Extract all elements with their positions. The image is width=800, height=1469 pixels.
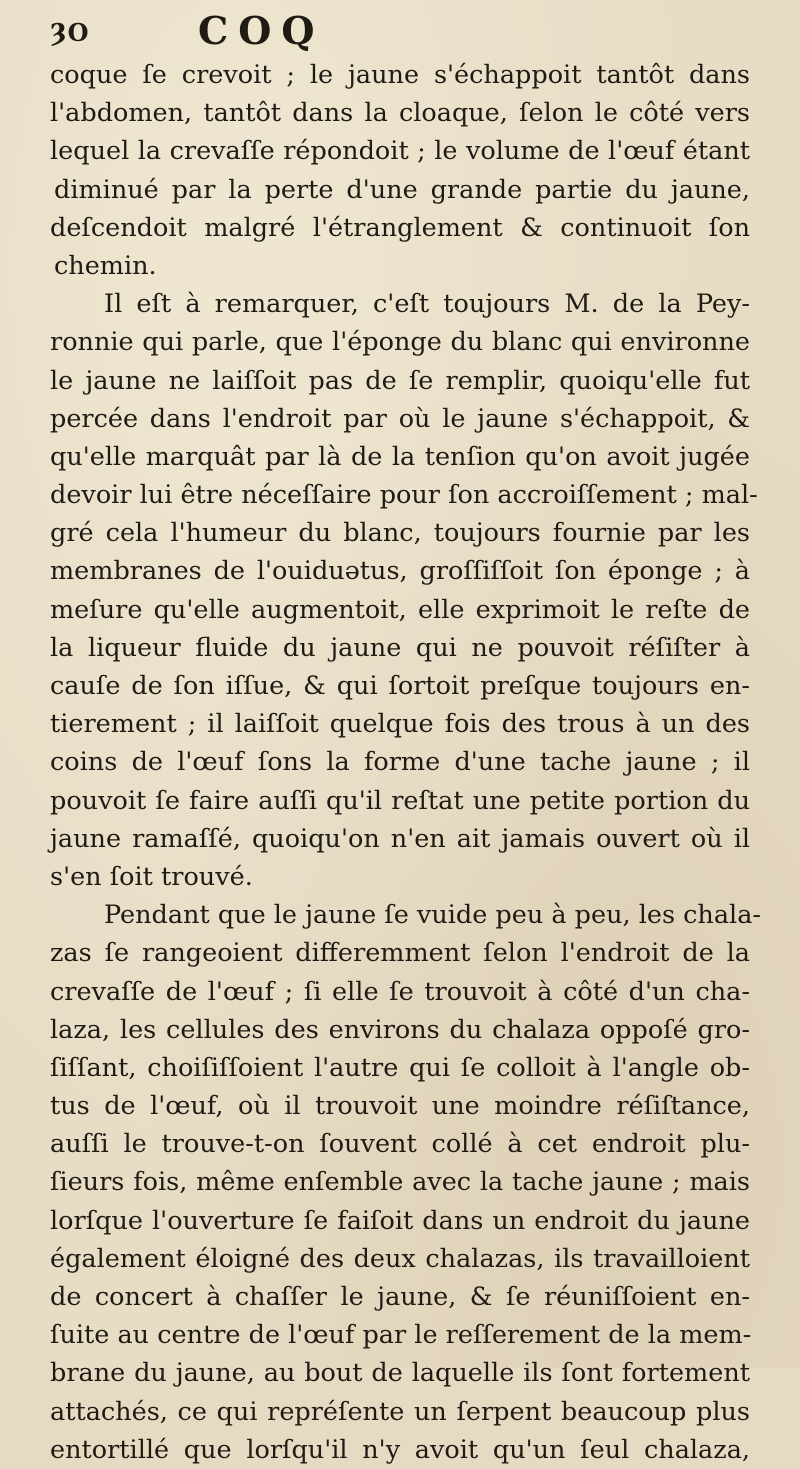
- text-line: ronnie qui parle, que l'éponge du blanc qui environne: [50, 327, 750, 358]
- text-line: coins de l'œuf ſons la forme d'une tache jaune ; il: [50, 747, 750, 778]
- text-line: le jaune ne laiſſoit pas de ſe remplir, quoiqu'elle fut: [50, 365, 750, 396]
- text-line: crevaſſe de l'œuf ; ſi elle ſe trouvoit à côté d'un cha-: [50, 976, 750, 1007]
- text-line: meſure qu'elle augmentoit, elle exprimoit le reſte de: [50, 594, 750, 625]
- text-line: diminué par la perte d'une grande partie du jaune,: [54, 174, 750, 205]
- running-head: [50, 8, 750, 56]
- text-line: ſuite au centre de l'œuf par le reſſerement de la mem-: [50, 1320, 752, 1351]
- text-line: entortillé que lorſqu'il n'y avoit qu'un ſeul chalaza,: [50, 1434, 750, 1465]
- text-line: deſcendoit malgré l'étranglement & continuoit ſon: [50, 212, 750, 243]
- text-line: l'abdomen, tantôt dans la cloaque, ſelon le côté vers: [50, 98, 750, 129]
- text-line: de concert à chaſſer le jaune, & ſe réuniſſoient en-: [50, 1282, 750, 1312]
- text-line: ſiſſant, choiſiſſoient l'autre qui ſe colloit à l'angle ob-: [50, 1052, 750, 1083]
- page-number: ȜO: [50, 18, 90, 47]
- text-line: lequel la crevaſſe répondoit ; le volume de l'œuf étant: [50, 136, 750, 167]
- text-line: également éloigné des deux chalazas, ils travailloient: [50, 1243, 750, 1274]
- text-line: ſieurs fois, même enſemble avec la tache jaune ; mais: [50, 1167, 750, 1198]
- text-line: tierement ; il laiſſoit quelque fois des trous à un des: [50, 709, 750, 740]
- text-line: jaune ramaſſé, quoiqu'on n'en ait jamais ouvert où il: [50, 823, 750, 854]
- text-line: zas ſe rangeoient differemment ſelon l'endroit de la: [50, 938, 750, 969]
- text-line: auſſi le trouve-t-on ſouvent collé à cet endroit plu-: [50, 1129, 750, 1160]
- body-text: [50, 56, 762, 1469]
- text-line: percée dans l'endroit par où le jaune s'échappoit, &: [50, 403, 750, 434]
- text-line: attachés, ce qui repréſente un ſerpent beaucoup plus: [50, 1396, 750, 1427]
- text-line: gré cela l'humeur du blanc, toujours fournie par les: [50, 518, 750, 549]
- text-line: s'en ſoit trouvé.: [50, 861, 253, 892]
- text-line: devoir lui être néceſſaire pour ſon accroiſſement ; mal-: [50, 480, 758, 511]
- text-line: pouvoit ſe faire auſſi qu'il reſtat une petite portion du: [50, 785, 750, 816]
- text-line: coque ſe crevoit ; le jaune s'échappoit tantôt dans: [50, 60, 750, 90]
- paragraph-start-line: Pendant que le jaune ſe vuide peu à peu, les chala-: [104, 900, 762, 931]
- running-title: COQ: [198, 8, 325, 53]
- paragraph-start-line: Il eſt à remarquer, c'eſt toujours M. de la Pey-: [104, 289, 750, 320]
- text-line: cauſe de ſon iſſue, & qui ſortoit preſque toujours en-: [50, 671, 750, 701]
- text-line: laza, les cellules des environs du chalaza oppoſé gro-: [50, 1014, 750, 1045]
- text-line: membranes de l'ouiduǝtus, groſſiſſoit ſon éponge ; à: [50, 556, 750, 587]
- text-line: lorſque l'ouverture ſe faiſoit dans un endroit du jaune: [50, 1205, 750, 1236]
- text-line: tus de l'œuf, où il trouvoit une moindre réſiſtance,: [50, 1091, 750, 1122]
- text-line: qu'elle marquât par là de la tenſion qu'on avoit jugée: [50, 441, 750, 472]
- text-line: brane du jaune, au bout de laquelle ils ſont fortement: [50, 1358, 750, 1389]
- text-line: chemin.: [54, 250, 157, 281]
- text-line: la liqueur fluide du jaune qui ne pouvoit réſiſter à: [50, 632, 750, 663]
